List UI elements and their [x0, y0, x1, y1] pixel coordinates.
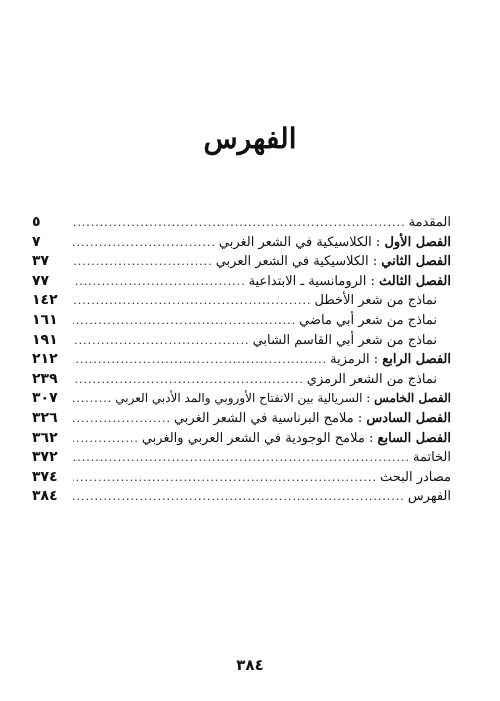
toc-chapter-label: الفصل الثاني: [381, 254, 451, 270]
dot-leader: [73, 252, 213, 272]
table-of-contents: [32, 213, 451, 507]
toc-row: [32, 272, 451, 292]
toc-page-number: ٧: [32, 233, 41, 250]
toc-page-number: ٢١٢: [32, 351, 58, 368]
toc-page-number: ٣٧٢: [32, 449, 58, 466]
toc-entry-text: نماذج من شعر الأخطل: [314, 293, 437, 309]
dot-leader: [73, 331, 250, 351]
toc-row: [32, 331, 451, 351]
toc-page-number: ٣٠٧: [32, 390, 58, 407]
toc-row: [32, 487, 451, 507]
toc-row: [32, 233, 451, 253]
dot-leader: [73, 389, 112, 409]
toc-row: [32, 291, 451, 311]
toc-entry-text: : ملامح البرناسية في الشعر الغربي: [173, 410, 363, 426]
toc-chapter-label: الفصل الثالث: [379, 273, 451, 289]
toc-page-number: ٣٧٤: [32, 468, 58, 485]
toc-entry-text: : ملامح الوجودية في الشعر العربي والغربي: [141, 430, 374, 446]
toc-page-number: ٣٨٤: [32, 488, 58, 505]
toc-chapter-label: الفصل الأول: [384, 234, 451, 250]
toc-row: [32, 350, 451, 370]
toc-entry-text: الخاتمة: [412, 450, 451, 466]
toc-entry-text: نماذج من شعر أبي ماضي: [299, 312, 437, 328]
dot-leader: [73, 409, 171, 429]
dot-leader: [73, 291, 312, 311]
toc-row: [32, 409, 451, 429]
dot-leader: [73, 448, 410, 468]
dot-leader: [73, 468, 377, 488]
toc-page-number: ٧٧: [32, 272, 50, 289]
dot-leader: [73, 350, 327, 370]
toc-entry-text: : الكلاسيكية في الشعر العربي: [215, 254, 378, 270]
toc-chapter-label: الفصل الرابع: [382, 352, 451, 368]
toc-entry-text: : الرومانسية ـ الابتداعية: [248, 273, 375, 289]
dot-leader: [73, 429, 139, 449]
toc-page-number: ٢٣٩: [32, 370, 58, 387]
toc-row: [32, 448, 451, 468]
toc-page-number: ١٩١: [32, 331, 58, 348]
dot-leader: [73, 272, 246, 292]
dot-leader: [73, 487, 405, 507]
toc-page-number: ٥: [32, 214, 41, 230]
toc-chapter-label: الفصل السابع: [377, 430, 451, 446]
toc-entry-text: : الرمزية: [330, 352, 379, 368]
toc-row: [32, 468, 451, 488]
toc-entry-text: مصادر البحث: [379, 469, 451, 485]
toc-page-number: ١٦١: [32, 311, 58, 328]
toc-page-number: ٣٢٦: [32, 409, 58, 426]
toc-page-number: ١٤٢: [32, 292, 58, 309]
toc-row: [32, 370, 451, 390]
dot-leader: [73, 311, 296, 331]
dot-leader: [73, 370, 304, 390]
toc-page-number: ٣٦٢: [32, 429, 58, 446]
toc-row: [32, 213, 451, 233]
page-number: ٣٨٤: [236, 656, 264, 674]
toc-page-number: ٣٧: [32, 253, 50, 270]
toc-row: [32, 389, 451, 409]
toc-row: [32, 252, 451, 272]
toc-entry-text: نماذج من شعر أبي القاسم الشابي: [252, 332, 437, 348]
toc-entry-text: الفهرس: [407, 489, 451, 505]
toc-entry-text: : الكلاسيكية في الشعر الغربي: [218, 234, 381, 250]
toc-entry-text: نماذج من الشعر الرمزي: [306, 371, 437, 387]
toc-chapter-label: الفصل السادس: [366, 410, 451, 426]
dot-leader: [73, 213, 406, 233]
toc-row: [32, 429, 451, 449]
toc-chapter-label: الفصل الخامس: [374, 391, 451, 406]
toc-entry-text: : السريالية بين الانفتاح الأوروبي والمد الأدبي العربي: [115, 391, 371, 406]
toc-row: [32, 311, 451, 331]
dot-leader: [73, 233, 216, 253]
page-title: الفهرس: [203, 122, 297, 155]
toc-entry-text: المقدمة: [408, 215, 451, 230]
